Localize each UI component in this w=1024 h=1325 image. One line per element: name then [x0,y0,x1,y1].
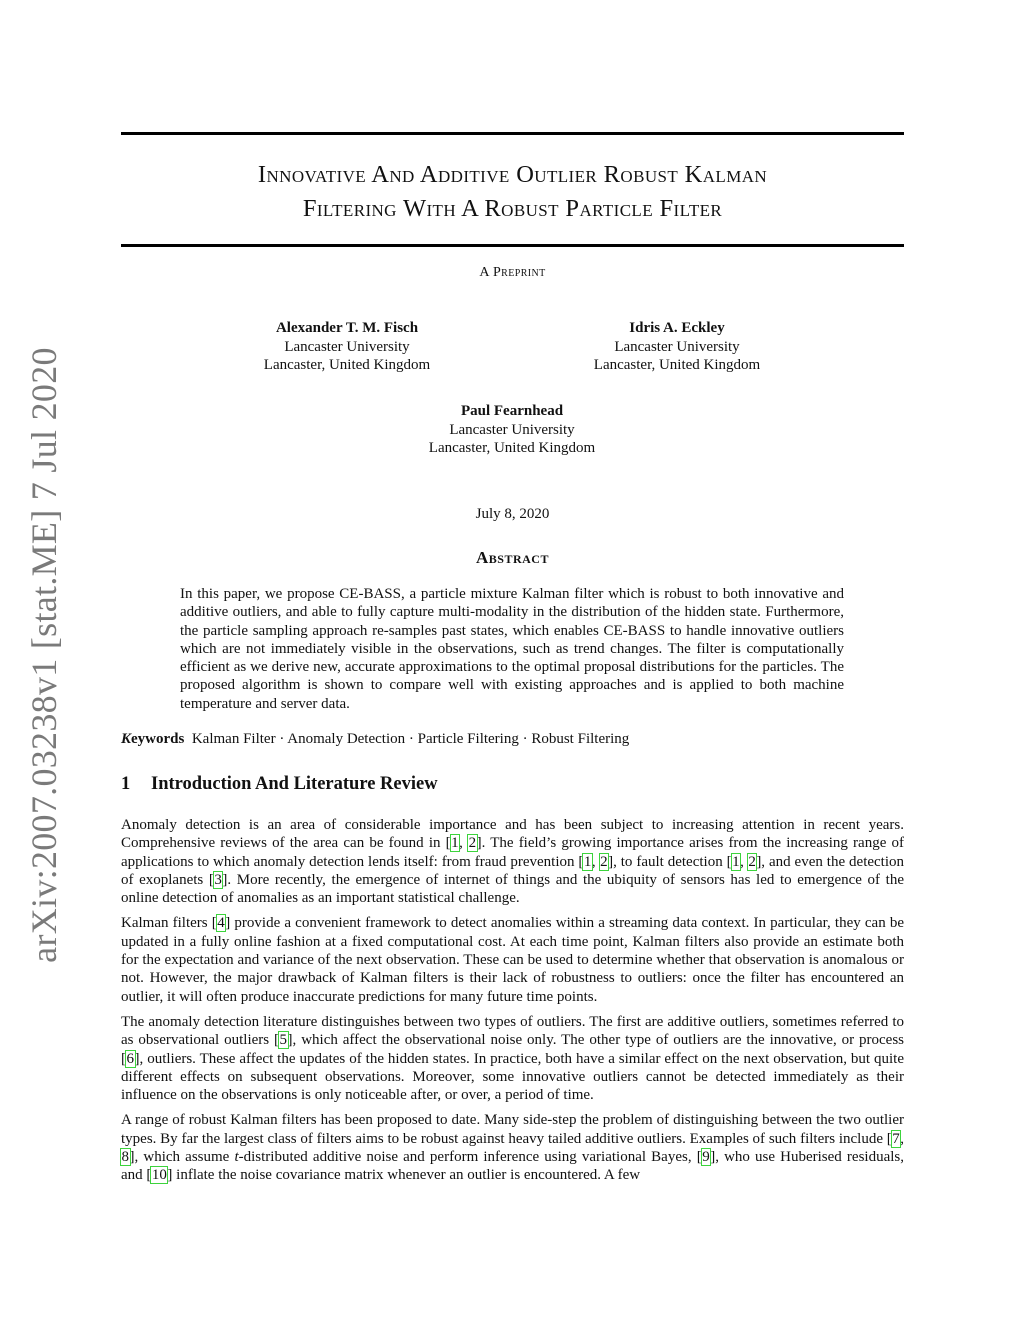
citation-link[interactable]: 6 [126,1050,134,1067]
author-location: Lancaster, United Kingdom [428,440,596,456]
author-location: Lancaster, United Kingdom [593,357,761,373]
author-location: Lancaster, United Kingdom [263,357,431,373]
citation-link[interactable]: 2 [600,853,608,870]
title-bottom-rule [121,244,904,247]
author-affiliation: Lancaster University [449,421,575,438]
author-affiliation: Lancaster University [614,338,740,355]
keywords-label: Keywords [121,731,185,747]
paragraph-2: Kalman filters [4] provide a convenient framework to detect anomalies within a streaming data context. In particular, they can be updated in a fully online fashion at a fixed computational cost. At each time point, Kalman filters also provide an estimate both for the expectation and variance of the next observation. These can be used to determine whether that observation is anomalous or not. However, the major drawback of Kalman filters is their lack of robustness to outliers: once the filter has encountered an outlier, it will often produce inaccurate predictions for many future time points. [121,915,905,1005]
title-top-rule [121,132,904,135]
paragraph-1: Anomaly detection is an area of considerable importance and has been subject to increasing attention in recent years. Comprehensive reviews of the area can be found in [1, 2]. The field’s growing importance arises from the increasing range of applications to which anomaly detection lends itself: from fraud prevention [1, 2], to fault detection [1, 2], and even the detection of exoplanets [3]. More recently, the emergence of internet of things and the ubiquity of sensors has led to emergence of the online detection of anomalies as an important statistical challenge. [121,817,905,907]
arxiv-identifier-text: arXiv:2007.03238v1 [stat.ME] 7 Jul 2020 [24,347,64,963]
citation-link[interactable]: 5 [279,1032,288,1049]
paper-title [121,158,904,226]
author-name: Idris A. Eckley [629,320,725,336]
paper-title-line-2: Filtering With A Robust Particle Filter [302,195,723,222]
author-block-3 [362,402,662,458]
preprint-label: A Preprint [479,265,546,280]
citation-link[interactable]: 10 [151,1167,167,1184]
citation-link[interactable]: 4 [217,915,225,932]
keywords-list: Kalman Filter · Anomaly Detection · Particle Filtering · Robust Filtering [191,731,630,747]
section-heading [121,774,438,795]
author-name: Alexander T. M. Fisch [275,320,419,336]
citation-link[interactable]: 2 [748,853,756,870]
author-affiliation: Lancaster University [284,338,410,355]
citation-link[interactable]: 1 [732,853,740,870]
citation-link[interactable]: 1 [451,835,459,852]
citation-link[interactable]: 2 [468,835,477,852]
body-text [121,816,904,1192]
paragraph-3: The anomaly detection literature distinguishes between two types of outliers. The first are additive outliers, sometimes referred to as observational outliers [5], which affect the observational noise only. The other type of outliers are the innovative, or process [6], outliers. These affect the updates of the hidden states. In practice, both have a similar effect on the next observation, but quite different effects on subsequent observations. Moreover, some innovative outliers cannot be detected immediately as their influence on the observations is only noticeable after, or over, a period of time. [121,1013,904,1104]
citation-link[interactable]: 7 [892,1130,900,1147]
keywords-line [121,731,904,748]
paragraph-4: A range of robust Kalman filters has been proposed to date. Many side-step the problem of distinguishing between the two outlier types. By far the largest class of filters aims to be robust against heavy tailed additive outliers. Examples of such filters include [7, 8], which assume t-distributed additive noise and perform inference using variational Bayes, [9], who use Huberised residuals, and [10] inflate the noise covariance matrix whenever an outlier is encountered. A few [121,1112,904,1184]
paper-title-line-1: Innovative And Additive Outlier Robust Kalman [257,161,768,188]
citation-link[interactable]: 3 [214,871,222,888]
author-block-1 [197,319,497,375]
section-number: 1 [121,774,131,794]
arxiv-identifier [16,347,72,963]
author-name: Paul Fearnhead [460,403,564,419]
publication-date: July 8, 2020 [475,506,550,522]
citation-link[interactable]: 8 [121,1149,129,1166]
section-title: Introduction And Literature Review [151,774,438,794]
abstract-text: In this paper, we propose CE-BASS, a particle mixture Kalman filter which is robust to both innovative and additive outliers, and able to fully capture multi-modality in the distribution of the hidden state. Furthermore, the particle sampling approach re-samples past states, which enables CE-BASS to handle innovative outliers which are not immediately visible in the observations, such as trend changes. The filter is computationally efficient as we derive new, accurate approximations to the optimal proposal distributions for the particles. The proposed algorithm is shown to compare well with existing approaches and is applied to both machine temperature and server data. [180,586,844,712]
author-block-2 [527,319,827,375]
citation-link[interactable]: 9 [702,1149,710,1166]
abstract-heading: Abstract [476,548,549,567]
citation-link[interactable]: 1 [583,853,592,870]
